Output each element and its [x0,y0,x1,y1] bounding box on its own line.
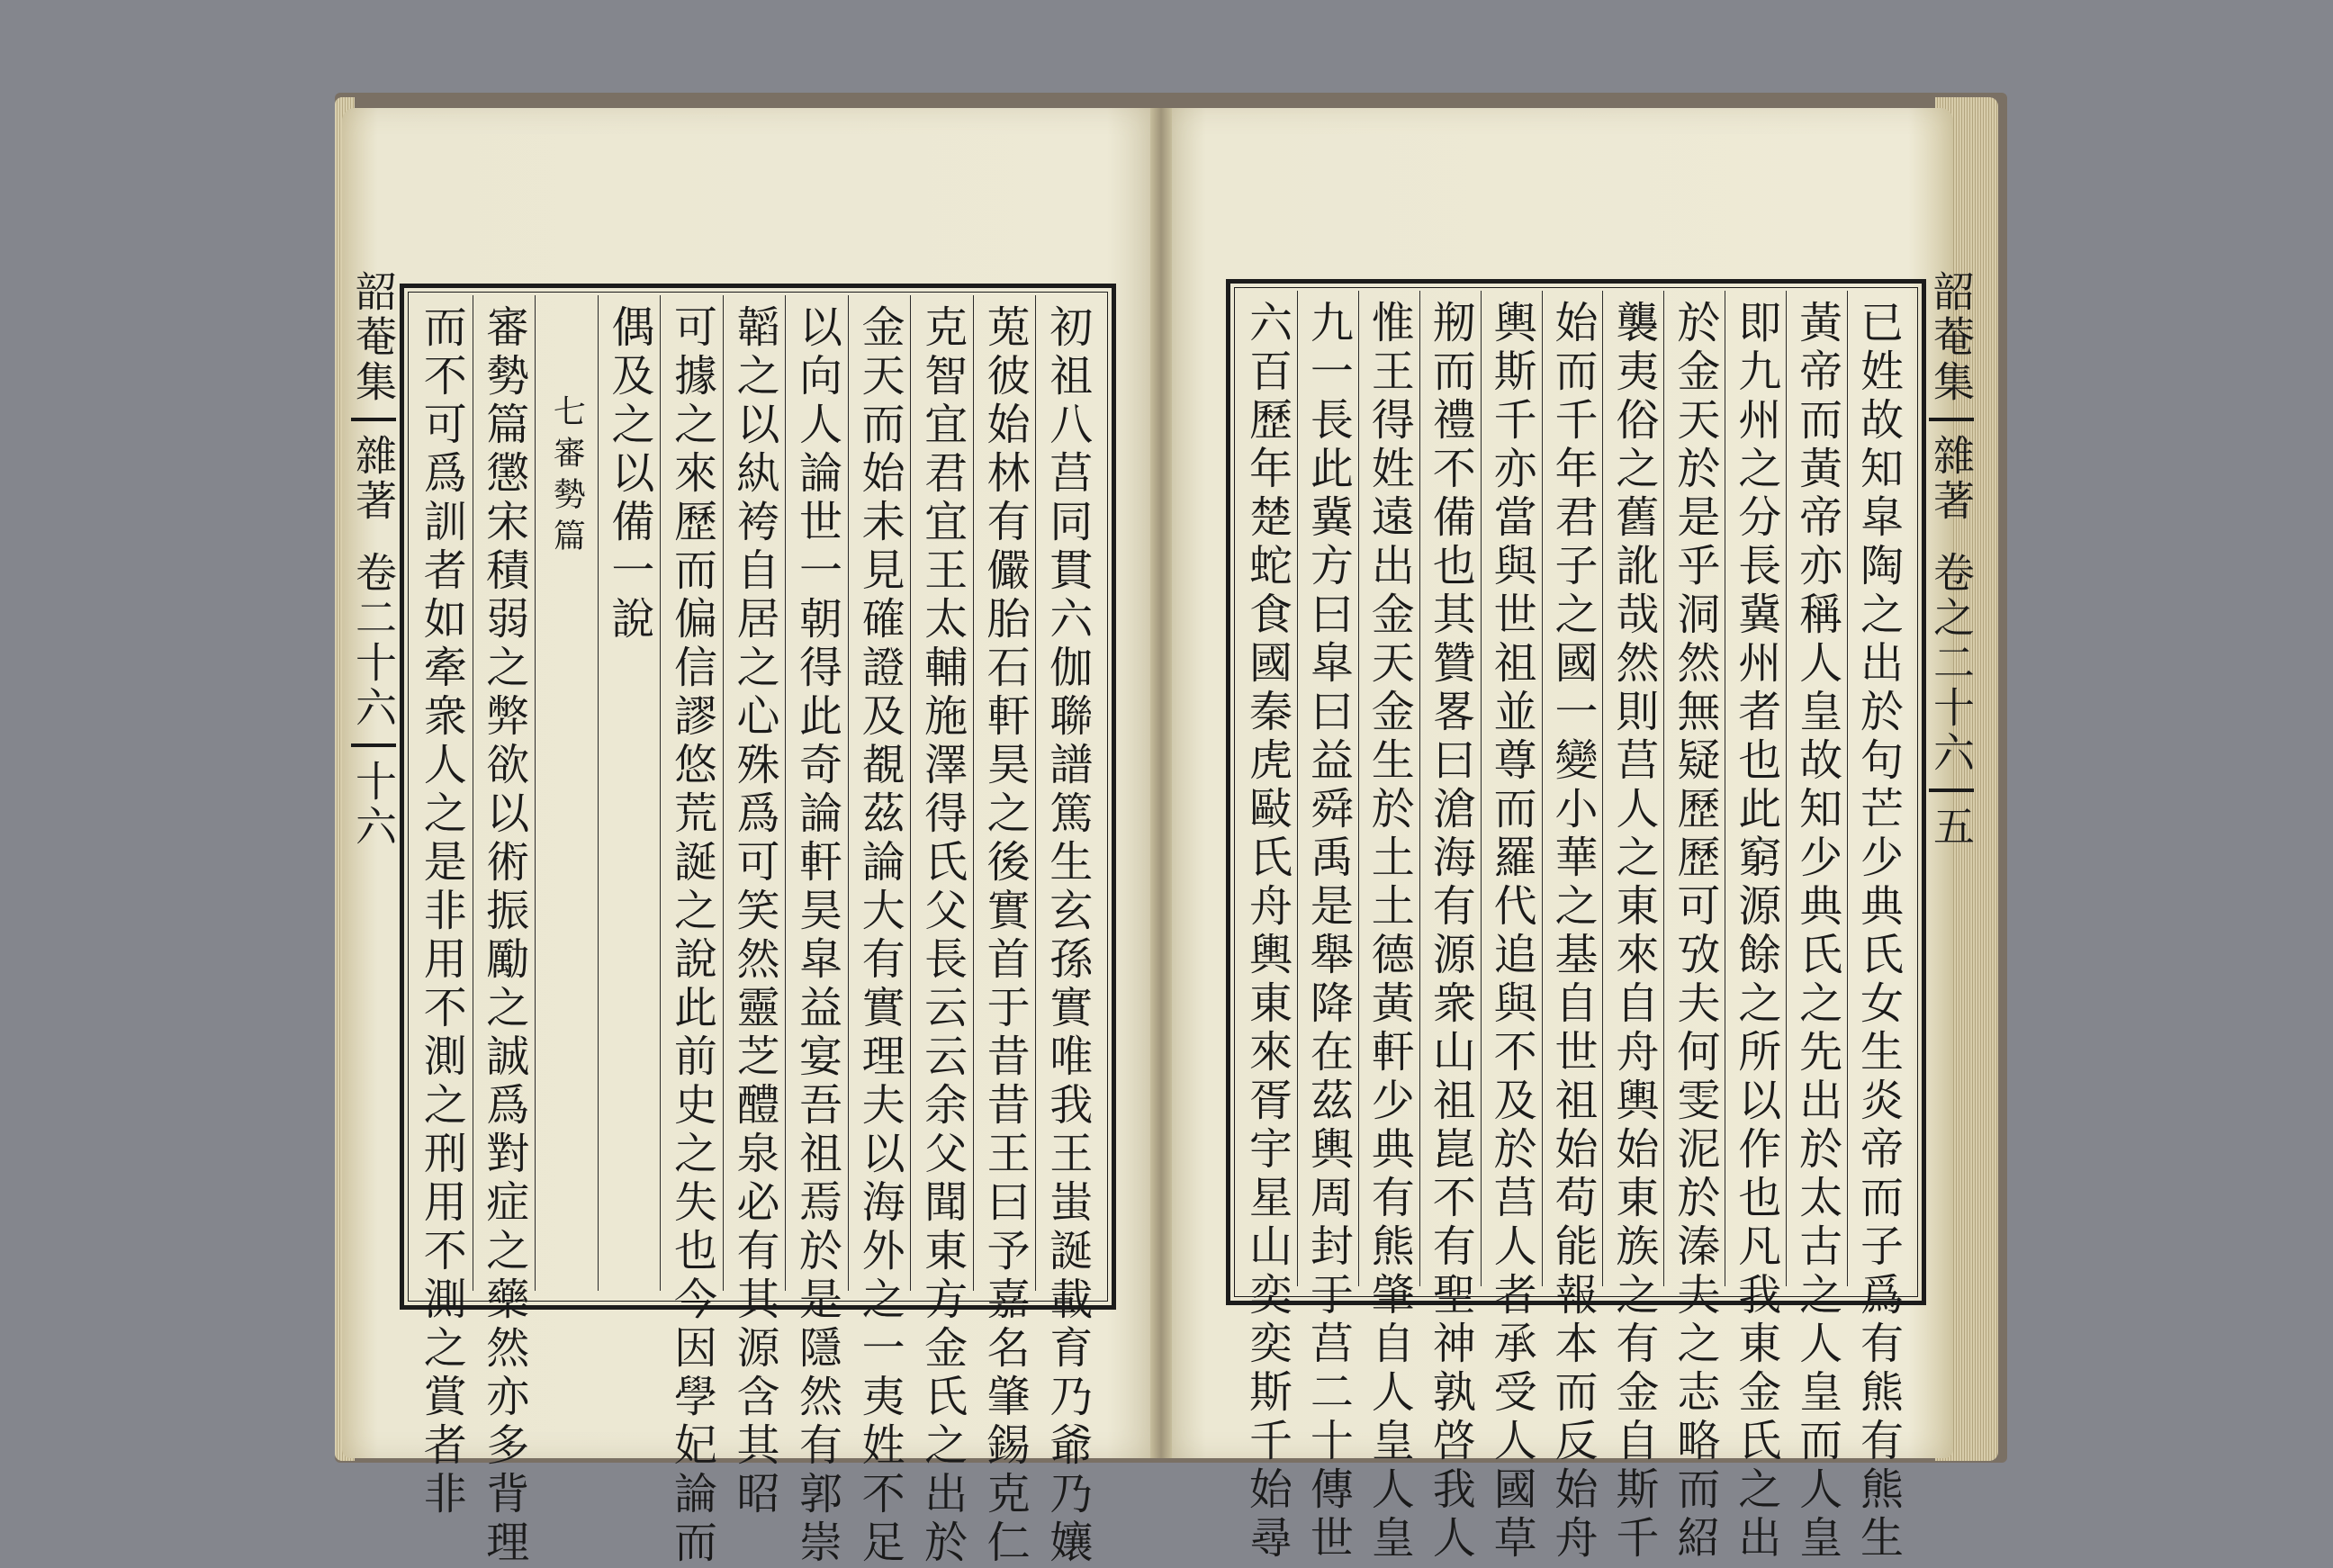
column-text: 金天而始未見確證及覩茲論大有實理夫以海外之一夷姓不足 [854,304,905,1568]
left-banner [344,270,403,1305]
fish-tail-mark [1929,418,1974,421]
text-column [973,295,1036,1568]
column-text: 輿斯千亦當與世祖並尊而羅代追與不及於莒人者承受人國草 [1486,300,1537,1563]
text-column [598,295,661,1291]
text-column [848,295,911,1568]
banner-title: 韶菴集 [349,270,398,405]
column-text: 以向人論世一朝得此奇論軒昊皐益宴吾祖焉於是隱然有郭崇 [791,304,842,1568]
text-column [1419,291,1481,1563]
column-text: 克智宜君宜王太輔施澤得氏父長云云余父聞東方金氏之出於 [916,304,968,1568]
column-text: 惟王得姓遠出金天金生於土土德黃軒少典有熊肇自人皇人皇 [1364,300,1415,1563]
text-column [1358,291,1419,1563]
right-text-columns [1237,291,1908,1563]
banner-volume: 卷二十六 [349,551,398,731]
column-text: 九一長此冀方曰皐曰益舜禹是舉降在茲輿周封于莒二十傳世 [1302,300,1354,1563]
text-column [723,295,786,1519]
column-text: 偶及之以備一說 [603,304,654,644]
column-text: 初祖八莒同貫六伽聯譜篤生玄孫實唯我王蚩誕載育乃爺乃孃 [1041,304,1093,1568]
column-text: 即九州之分長冀州者也此窮源餘之所以作也凡我東金氏之出 [1730,300,1781,1563]
text-column [660,295,723,1568]
column-text: 剏而禮不備也其贊畧曰滄海有源衆山祖崑不有聖神孰啓我人 [1425,300,1476,1563]
section-heading: 七審勢篇 [548,394,586,560]
text-column [1542,291,1603,1563]
text-column [1663,291,1725,1563]
column-text: 可據之來歷而偏信謬悠荒誕之說此前史之失也今因學妃論而 [666,304,717,1568]
column-text: 而不可爲訓者如牽衆人之是非用不測之刑用不測之賞者非 [416,304,467,1519]
section-heading-column [535,295,598,1291]
column-text: 於金天於是乎洞然無疑歷歷可攷夫何雯泥於溱夫之志略而紹 [1669,300,1720,1563]
banner-section: 雜著 [349,434,398,524]
text-column [1602,291,1663,1563]
text-column [910,295,973,1568]
text-column [1725,291,1786,1563]
fish-tail-mark [351,743,396,747]
column-text: 襲夷俗之舊訛哉然則莒人之東來自舟輿始東族之有金自斯千 [1608,300,1659,1563]
banner-page-number: 十六 [349,760,398,850]
text-column [1237,291,1297,1563]
text-column [1847,291,1908,1563]
fish-tail-mark [1929,789,1974,792]
column-text: 始而千年君子之國一變小華之基自世祖始苟能報本而反始舟 [1547,300,1599,1563]
column-text: 韜之以紈袴自居之心殊爲可笑然靈芝醴泉必有其源含其昭 [728,304,779,1519]
column-text: 莵彼始林有儼胎石軒昊之後實首于昔昔王曰予嘉名肇錫克仁 [979,304,1031,1568]
text-column [1786,291,1847,1563]
text-column [1481,291,1542,1563]
text-column [473,295,536,1568]
text-column [1297,291,1358,1563]
text-column [410,295,473,1519]
banner-volume: 卷之二十六 [1927,551,1976,776]
banner-title: 韶菴集 [1927,270,1976,405]
text-column [1035,295,1098,1568]
right-banner [1922,270,1981,1305]
text-column [785,295,848,1568]
banner-section: 雜著 [1927,434,1976,524]
book-gutter [1150,108,1172,1458]
column-text: 六百歷年楚蛇食國秦虎敺氏舟輿東來胥宇星山奕奕斯千始尋 [1241,300,1293,1563]
column-text: 已姓故知皐陶之出於句芒少典氏女生炎帝而子爲有熊有熊生 [1852,300,1904,1563]
column-text: 審勢篇懲宋積弱之弊欲以術振勵之誠爲對症之藥然亦多背理 [478,304,529,1568]
column-text: 黃帝而黃帝亦稱人皇故知少典氏之先出於太古之人皇而人皇 [1791,300,1842,1563]
banner-page-number: 五 [1927,805,1976,850]
fish-tail-mark [351,418,396,421]
left-text-columns [410,295,1098,1568]
